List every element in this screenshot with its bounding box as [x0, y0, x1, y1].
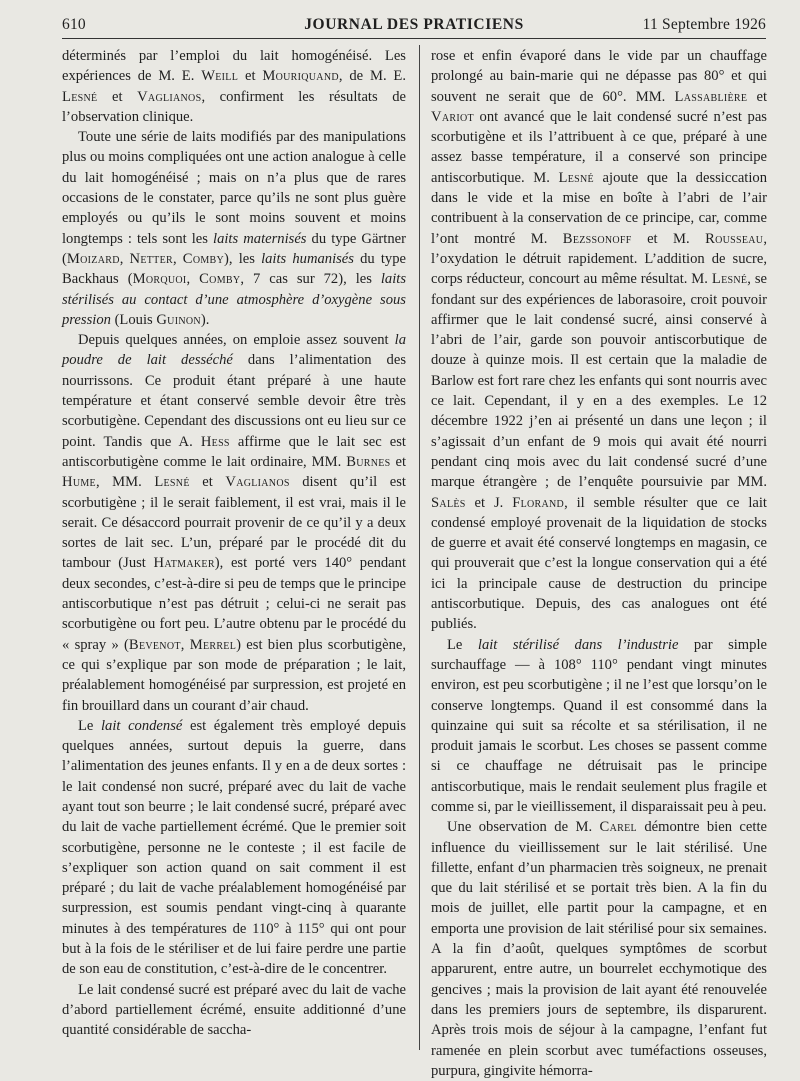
paragraph: Depuis quelques années, on emploie assez souvent la poudre de lait desséché dans l’alimentation des nourrissons. Ce produit étant préparé à une haute température et étant conservé semble devoir être très scorbutigène. Cependant des discussions ont eu lieu sur ce point. Tandis que A. Hess affirme que le lait sec est antiscorbutigène comme le lait ordinaire, MM. Burnes et Hume, MM. Lesné et Vaglianos disent qu’il est scorbutigène ; il le serait faiblement, il est vrai, mais il le serait. Ce désaccord pourrait provenir de ce qu’il y a deux sortes de lait sec. L’un, préparé par le procédé dit du tambour (Just Hatmaker), est porté vers 140° pendant deux secondes, c’est-à-dire si peu de temps que le principe antiscorbutique n’est pas détruit ; celui-ci ne serait pas scorbutigène ou fort peu. L’autre obtenu par le procédé du « spray » (Bevenot, Merrel) est bien plus scorbutigène, ce qui s’explique par son mode de préparation ; le lait, préalablement homogénéisé par surpression, est projeté en fin brouillard dans un courant d’air chaud.	[62, 332, 407, 714]
header-rule	[62, 38, 766, 39]
running-header	[62, 16, 766, 40]
paragraph: Le lait condensé est également très employé depuis quelques années, surtout depuis la guerre, dans l’alimentation des jeunes enfants. Il y en a de deux sortes : le lait condensé non sucré, préparé avec du lait de vache ayant tout son beurre ; le lait condensé sucré, préparé avec du lait de vache partiellement écrémé. Que le premier soit scorbutigène, personne ne le conteste ; il est facile de s’expliquer son action quand on sait comment il est préparé ; du lait de vache préalablement homogénéisé par surpression, est soumis pendant vingt-cinq à quarante minutes à des températures de 110° à 115° qui ont pour but à la fois de le stériliser et de lui faire perdre une partie de son eau de constitution, c’est-à-dire de le concentrer.	[62, 717, 406, 978]
paragraph: Le lait stérilisé dans l’industrie par simple surchauffage — à 108° 110° pendant vingt minutes environ, est peu scorbutigène ; il ne l’est que lorsqu’on le conserve longtemps. Quand il est consommé dans la quinzaine qui suit sa récolte et sa stérilisation, il ne produit jamais le scorbut. Les choses se passent comme si ce chauffage ne détruisait pas le principe antiscorbutique, mais le rendait seulement plus fragile et comme si, par le vieillissement, il disparaissait peu à peu.	[431, 636, 767, 815]
column-divider	[419, 45, 420, 1050]
issue-date: 11 Septembre 1926	[642, 16, 766, 33]
right-column	[431, 46, 767, 1081]
page-number: 610	[62, 16, 86, 33]
paragraph: déterminés par l’emploi du lait homogénéisé. Les expériences de M. E. Weill et Mouriquand, de M. E. Lesné et Vaglianos, confirment les résultats de l’observation clinique.	[62, 48, 406, 125]
left-column	[62, 46, 406, 1041]
paragraph: rose et enfin évaporé dans le vide par un chauffage prolongé au bain-marie qui ne dépasse pas 80° et qui souvent ne serait que de 60°. MM. Lassablière et Variot ont avancé que le lait condensé sucré n’est pas scorbutigène et ils l’attribuent à ce que, préparé à une assez basse température, il a conservé son principe antiscorbutique. M. Lesné ajoute que la dessiccation dans le vide et la mise en boîte à l’abri de l’air contribuent à la conservation de ce principe, car, comme l’ont montré M. Bezssonoff et M. Rousseau, l’oxydation le détruit rapidement. L’addition de sucre, corps réducteur, concourt au même résultat. M. Lesné, se fondant sur des expériences de laborasoire, croit pouvoir affirmer que le lait condensé sucré, ainsi conservé à l’abri de l’air, garde son pouvoir antiscorbutique de douze à quinze mois. Il est certain que la maladie de Barlow est fort rare chez les enfants qui sont nourris avec ce lait. Cependant, il y en a des exemples. Le 12 décembre 1922 j’en ai présenté un dans une leçon ; il s’agissait d’un enfant de 9 mois qui avait été nourri pendant cinq mois avec du lait condensé sucré d’une marque étrangère ; de l’enquête poursuivie par MM. Salès et J. Florand, il semble résulter que ce lait condensé employé provenait de la liquidation de stocks de guerre et avait été conservé longtemps en magasin, ce qui prouverait que c’est la longue conservation qui a été ici la principale cause de destruction du principe antiscorbutique. Depuis, des cas analogues ont été publiés.	[431, 48, 768, 633]
paragraph: Le lait condensé sucré est préparé avec du lait de vache d’abord partiellement écrémé, ensuite additionné d’une quantité considérable de saccha-	[62, 981, 406, 1039]
paragraph: Toute une série de laits modifiés par des manipulations plus ou moins compliquées ont une action analogue à celle du lait homogénéisé ; mais on n’a plus que de rares occasions de le constater, parce qu’ils ne sont plus guère employés ou qu’ils le sont moins souvent et moins longtemps : tels sont les laits maternisés du type Gärtner (Moizard, Netter, Comby), les laits humanisés du type Backhaus (Morquoi, Comby, 7 cas sur 72), les laits stérilisés au contact d’une atmosphère d’oxygène sous pression (Louis Guinon).	[62, 129, 407, 328]
journal-title: JOURNAL DES PRATICIENS	[304, 16, 524, 33]
paragraph: Une observation de M. Carel démontre bien cette influence du vieillissement sur le lait stérilisé. Une fillette, enfant d’un pharmacien très soigneux, ne prenait que du lait stérilisé et se portait très bien. A la fin du mois de juillet, elle partit pour la campagne, et en emporta une provision de lait stérilisé pour six semaines. A la fin d’août, quelques symptômes de scorbut apparurent, entre autre, un bourrelet ecchymotique des gencives ; mais la provision de lait ayant été renouvelée dans les premiers jours de septembre, ils disparurent. Après trois mois de séjour à la campagne, l’enfant fut ramenée en plein scorbut avec tuméfactions osseuses, purpura, gingivite hémorra-	[431, 819, 767, 1079]
